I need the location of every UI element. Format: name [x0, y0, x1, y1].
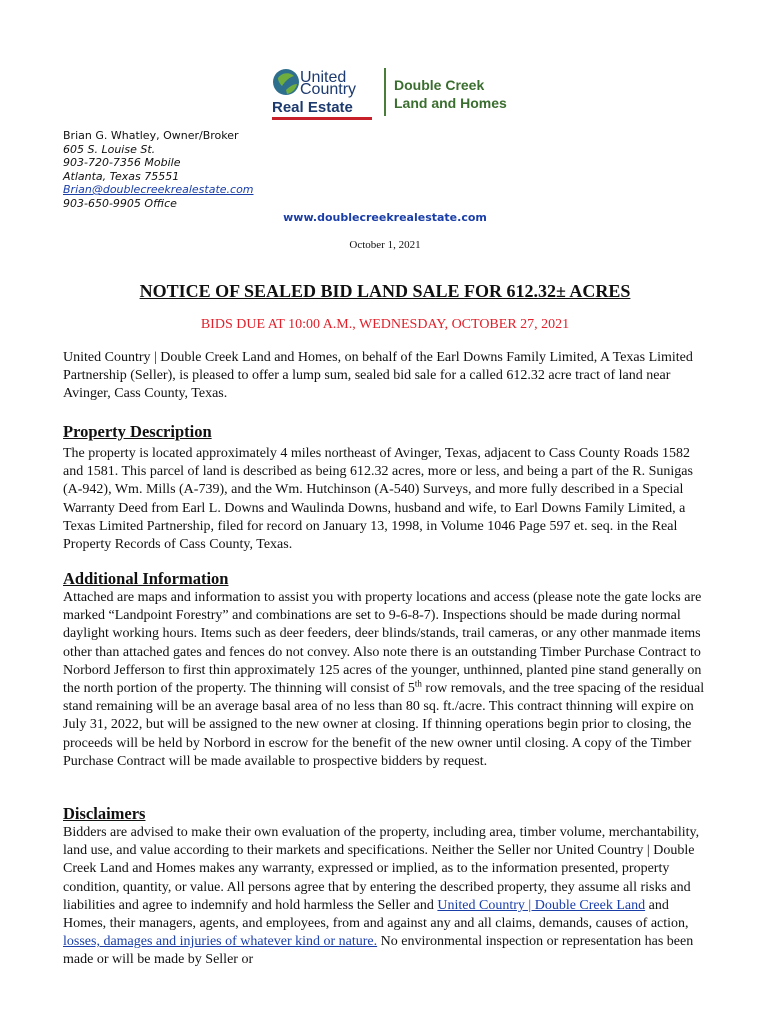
company-line1: Double Creek [394, 77, 485, 93]
globe-icon [272, 68, 300, 96]
disclaimers-text-2: and Homes, their managers, agents, and employees, from and against any and all claims, demands, causes of action, [63, 897, 689, 932]
city-state-zip: Atlanta, Texas 75551 [63, 169, 180, 183]
company-link[interactable]: United Country | Double Creek Land [437, 897, 646, 913]
mobile-phone: 903-720-7356 Mobile [63, 156, 181, 170]
brand-name [300, 69, 357, 98]
additional-heading: Additional Information [63, 569, 229, 588]
logo-underline [272, 117, 372, 120]
office-phone: 903-650-9905 Office [63, 196, 177, 210]
broker-name: Brian G. Whatley, Owner/Broker [63, 129, 239, 142]
bids-due: BIDS DUE AT 10:00 A.M., WEDNESDAY, OCTOBER 27, 2021 [200, 317, 570, 332]
company-logo [270, 66, 510, 120]
street-address: 605 S. Louise St. [63, 142, 156, 156]
contact-block [63, 129, 254, 211]
additional-text-2: row removals, and the tree spacing of the residual stand remaining will be an average basal area of no less than 80 sq. ft./acre. This contract thinning will expire on July 31, 2022, but will be assigned to the new owner at closing. If thinning operations begin prior to closing, the proceeds will be held by Norbord in escrow for the benefit of the new owner until closing. A copy of the Timber Purchase Contract will be made available to prospective bidders by request. [63, 681, 705, 769]
email-link[interactable]: Brian@doublecreekrealestate.com [63, 183, 254, 197]
website-link[interactable]: www.doublecreekrealestate.com [283, 211, 487, 224]
losses-link[interactable]: losses, damages and injuries of whatever kind or nature. [63, 934, 378, 950]
company-line2: Land and Homes [394, 95, 507, 111]
disclaimers-paragraph [63, 824, 713, 970]
letter-date: October 1, 2021 [349, 239, 421, 251]
disclaimers-text-1: Bidders are advised to make their own evaluation of the property, including area, timber volume, merchantability, land use, and value according to their markets and specifications. Neither the Seller nor United Country | Double Creek Land and Homes makes any warranty, expressed or implied, as to the information presented, property condition, quantity, or value. All persons agree that by entering the described property, they assume all risks and liabilities and agree to indemnify and hold harmless the Seller and [63, 825, 700, 913]
logo-divider [384, 68, 386, 116]
disclaimers-text-3: No environmental inspection or representation has been made or will be made by Seller or [63, 934, 694, 968]
brand-line2: Country [300, 81, 357, 98]
additional-text-1: Attached are maps and information to assist you with property locations and access (please note the gate locks are marked “Landpoint Forestry” and combinations are set to 9-6-8-7). Inspections should be made during normal daylight working hours. Items such as deer feeders, deer blinds/stands, trail cameras, or any other manmade items other than attached gates and fences do not convey. Also note there is an outstanding Timber Purchase Contract to Norbord Jefferson to first thin approximately 125 acres of the younger, unthinned, planted pine stand generally on the north portion of the property. The thinning will consist of 5 [63, 590, 702, 697]
additional-paragraph [63, 589, 713, 771]
website-link-row [0, 211, 770, 224]
company-name [394, 76, 507, 112]
property-heading: Property Description [63, 422, 212, 441]
intro-paragraph: United Country | Double Creek Land and Homes, on behalf of the Earl Downs Family Limited, A Texas Limited Partnership (Seller), is pleased to offer a lump sum, sealed bid sale for a called 612.32 acre tract of land near Avinger, Cass County, Texas. [63, 350, 693, 402]
brand-tagline: Real Estate [272, 99, 353, 116]
property-paragraph: The property is located approximately 4 miles northeast of Avinger, Texas, adjacent to Cass County Roads 1582 and 1581. This parcel of land is described as being 612.32 acres, more or less, and being a part of the R. Sunigas (A-942), Wm. Mills (A-739), and the Wm. Hutchinson (A-540) Surveys, and more fully described in a Special Warranty Deed from Earl L. Downs and Waulinda Downs, husband and wife, to Earl Downs Family Limited, a Texas Limited Partnership, filed for record on January 13, 1998, in Volume 1046 Page 597 et. seq. in the Real Property Records of Cass County, Texas. [63, 446, 693, 553]
disclaimers-heading: Disclaimers [63, 804, 146, 823]
brand-line1: United [300, 69, 347, 86]
notice-title: NOTICE OF SEALED BID LAND SALE FOR 612.32± ACRES [139, 281, 631, 301]
ordinal-suffix: th [414, 678, 422, 689]
